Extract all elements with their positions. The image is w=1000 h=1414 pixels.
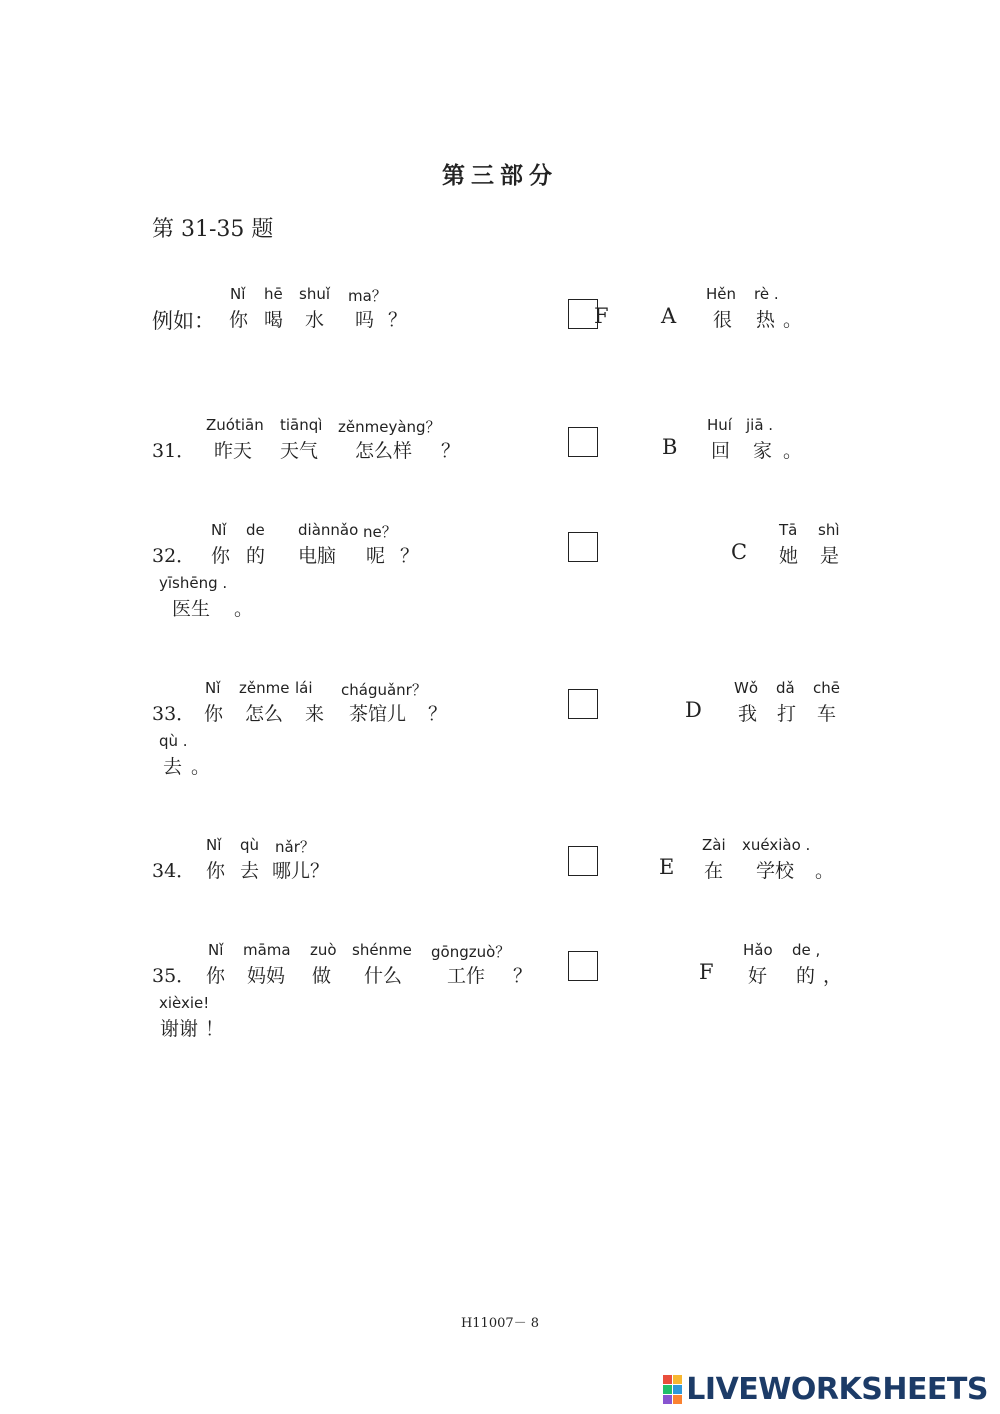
hanzi: 水 bbox=[305, 309, 325, 331]
pinyin: lái bbox=[295, 679, 313, 697]
pinyin: Nǐ bbox=[208, 941, 224, 959]
hanzi: 喝 bbox=[264, 309, 284, 331]
pinyin: hē bbox=[264, 285, 283, 303]
pinyin: ne？ bbox=[363, 523, 397, 541]
pinyin: Hěn bbox=[706, 285, 737, 303]
hanzi: 学校 bbox=[756, 860, 795, 882]
hanzi: ？ bbox=[513, 965, 533, 987]
hanzi: 做 bbox=[312, 965, 332, 987]
hanzi: ， bbox=[823, 965, 843, 987]
hanzi: 我 bbox=[738, 703, 758, 725]
hanzi: 你 bbox=[211, 545, 231, 567]
pinyin: Zuótiān bbox=[206, 416, 264, 434]
answer-box-31[interactable] bbox=[568, 427, 598, 457]
hanzi: 家 bbox=[753, 440, 773, 462]
hanzi: 回 bbox=[711, 440, 731, 462]
page-footer: H11007－ 8 bbox=[460, 1316, 540, 1331]
example-answer: F bbox=[594, 304, 609, 328]
pinyin: jiā . bbox=[746, 416, 774, 434]
hanzi: 昨天 bbox=[214, 440, 253, 462]
pinyin: Hǎo bbox=[743, 941, 773, 959]
hanzi: 很 bbox=[713, 309, 733, 331]
option-letter: C bbox=[731, 540, 748, 564]
hanzi: 你 bbox=[204, 703, 224, 725]
question-number: 32． bbox=[152, 545, 196, 567]
question-number: 31． bbox=[152, 440, 196, 462]
hanzi: 。 bbox=[783, 309, 803, 331]
pinyin: xièxie! bbox=[159, 994, 210, 1012]
hanzi: 。 bbox=[191, 756, 211, 778]
hanzi: ！ bbox=[205, 1018, 225, 1040]
hanzi: 的 bbox=[796, 965, 816, 987]
hanzi: 打 bbox=[777, 703, 797, 725]
section-title: 第三部分 bbox=[442, 162, 558, 189]
pinyin: māma bbox=[243, 941, 291, 959]
hanzi: 你 bbox=[206, 965, 226, 987]
hanzi: 工作 bbox=[447, 965, 486, 987]
hanzi: 。 bbox=[815, 860, 835, 882]
pinyin: tiānqì bbox=[280, 416, 323, 434]
option-letter: D bbox=[685, 698, 702, 722]
hanzi: 的 bbox=[246, 545, 266, 567]
option-letter: E bbox=[659, 855, 675, 879]
pinyin: qù . bbox=[159, 732, 188, 750]
answer-box-32[interactable] bbox=[568, 532, 598, 562]
pinyin: shénme bbox=[352, 941, 412, 959]
hanzi: 来 bbox=[305, 703, 325, 725]
pinyin: chē bbox=[813, 679, 840, 697]
option-letter: F bbox=[699, 960, 714, 984]
question-number: 34． bbox=[152, 860, 196, 882]
hanzi: 谢谢 bbox=[160, 1018, 199, 1040]
hanzi: 在 bbox=[704, 860, 724, 882]
pinyin: Tā bbox=[779, 521, 798, 539]
hanzi: ？ bbox=[428, 703, 448, 725]
pinyin: shuǐ bbox=[299, 285, 330, 303]
hanzi: 医生 bbox=[172, 598, 211, 620]
hanzi: 妈妈 bbox=[247, 965, 286, 987]
pinyin: Huí bbox=[707, 416, 732, 434]
hanzi: 电脑 bbox=[298, 545, 337, 567]
logo-tiles-icon bbox=[663, 1375, 682, 1404]
hanzi: ？ bbox=[388, 309, 408, 331]
pinyin: shì bbox=[818, 521, 840, 539]
logo-text: LIVEWORKSHEETS bbox=[686, 1372, 988, 1407]
option-letter: A bbox=[661, 304, 677, 328]
answer-box-35[interactable] bbox=[568, 951, 598, 981]
pinyin: nǎr？ bbox=[275, 838, 315, 856]
hanzi: 呢 bbox=[366, 545, 386, 567]
pinyin: rè . bbox=[754, 285, 779, 303]
hanzi: 你 bbox=[229, 309, 249, 331]
hanzi: 什么 bbox=[364, 965, 403, 987]
pinyin: cháguǎnr？ bbox=[341, 681, 427, 699]
liveworksheets-logo[interactable] bbox=[663, 1372, 988, 1407]
hanzi: 怎么 bbox=[245, 703, 284, 725]
answer-box-34[interactable] bbox=[568, 846, 598, 876]
answer-box-33[interactable] bbox=[568, 689, 598, 719]
pinyin: ma？ bbox=[348, 287, 387, 305]
pinyin: zěnme bbox=[239, 679, 290, 697]
pinyin: de , bbox=[792, 941, 821, 959]
hanzi: ？ bbox=[400, 545, 420, 567]
hanzi: 好 bbox=[748, 965, 768, 987]
pinyin: Nǐ bbox=[205, 679, 221, 697]
hanzi: 她 bbox=[779, 545, 799, 567]
pinyin: Zài bbox=[702, 836, 726, 854]
example-label: 例如： bbox=[152, 309, 215, 333]
question-range: 第 31-35 题 bbox=[152, 217, 274, 242]
hanzi: 你 bbox=[206, 860, 226, 882]
pinyin: Nǐ bbox=[206, 836, 222, 854]
pinyin: diànnǎo bbox=[298, 521, 359, 539]
hanzi: 天气 bbox=[280, 440, 319, 462]
pinyin: yīshēng . bbox=[159, 574, 228, 592]
question-number: 35． bbox=[152, 965, 196, 987]
hanzi: 去 bbox=[163, 756, 183, 778]
pinyin: Wǒ bbox=[734, 679, 759, 697]
hanzi: 吗 bbox=[355, 309, 375, 331]
hanzi: 哪儿？ bbox=[272, 860, 330, 882]
pinyin: zuò bbox=[310, 941, 337, 959]
pinyin: dǎ bbox=[776, 679, 795, 697]
hanzi: 茶馆儿 bbox=[349, 703, 407, 725]
hanzi: 热 bbox=[756, 309, 776, 331]
pinyin: Nǐ bbox=[211, 521, 227, 539]
pinyin: zěnmeyàng？ bbox=[338, 418, 441, 436]
hanzi: 车 bbox=[817, 703, 837, 725]
hanzi: ？ bbox=[441, 440, 461, 462]
hanzi: 是 bbox=[820, 545, 840, 567]
option-letter: B bbox=[662, 435, 678, 459]
pinyin: de bbox=[246, 521, 265, 539]
hanzi: 去 bbox=[240, 860, 260, 882]
pinyin: qù bbox=[240, 836, 260, 854]
pinyin: Nǐ bbox=[230, 285, 246, 303]
hanzi: 。 bbox=[234, 598, 254, 620]
pinyin: xuéxiào . bbox=[742, 836, 811, 854]
question-number: 33． bbox=[152, 703, 196, 725]
pinyin: gōngzuò？ bbox=[431, 943, 511, 961]
hanzi: 怎么样 bbox=[355, 440, 413, 462]
hanzi: 。 bbox=[783, 440, 803, 462]
